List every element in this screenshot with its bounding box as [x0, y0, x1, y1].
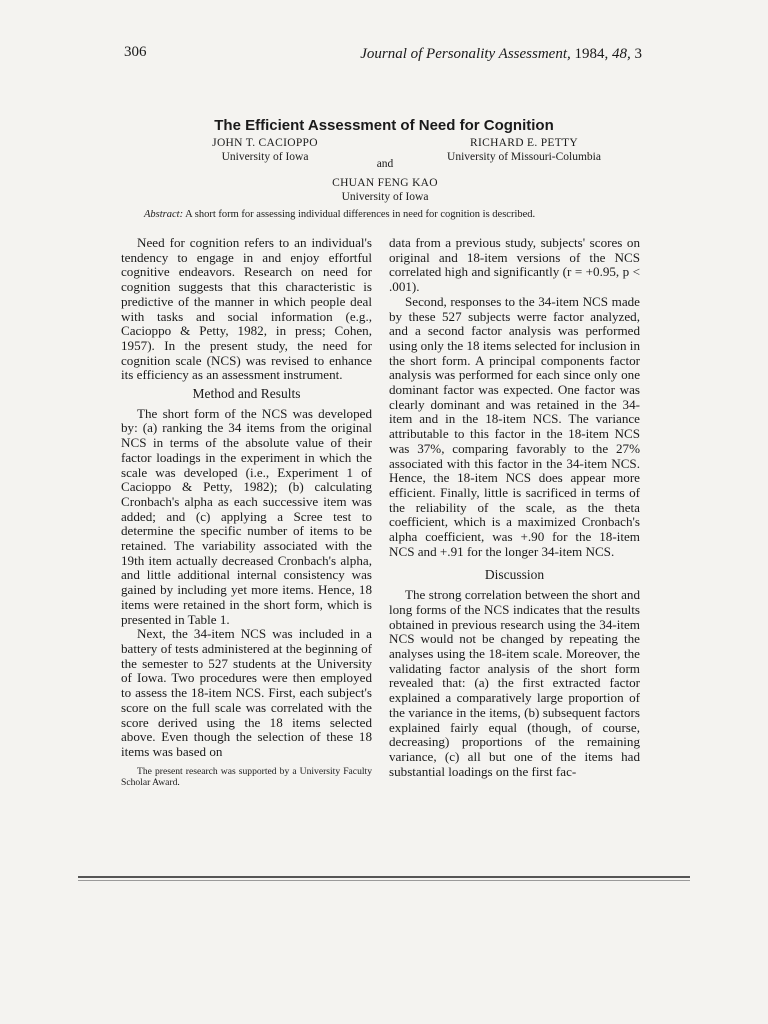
running-head: [360, 46, 642, 63]
journal-volume: 48,: [612, 46, 631, 62]
author-2: [424, 136, 624, 164]
author-name: JOHN T. CACIOPPO: [212, 137, 318, 149]
abstract-label: Abstract:: [144, 209, 184, 220]
author-name: RICHARD E. PETTY: [470, 137, 578, 149]
and-conjunction: and: [376, 158, 394, 170]
results-paragraph-1: data from a previous study, subjects' scores on original and 18-item versions of the NCS correlated high and significantly (r = +0.95, p < .001).: [389, 235, 640, 295]
author-affiliation: University of Iowa: [341, 191, 429, 203]
footnote: The present research was supported by a University Faculty Scholar Award.: [121, 765, 372, 788]
author-affiliation: University of Missouri-Columbia: [447, 151, 601, 163]
author-3: [300, 176, 470, 204]
bottom-rule-shadow: [78, 880, 690, 881]
bottom-rule: [78, 876, 690, 878]
intro-paragraph: Need for cognition refers to an individual's tendency to engage in and enjoy effortful cognitive endeavors. Research on need for cognition suggests that this characteristic is predictive of the manner in which people deal with tasks and social information (e.g., Cacioppo & Petty, 1982, in press; Cohen, 1957). In the present study, the need for cognition scale (NCS) was revised to enhance its efficiency as an assessment instrument.: [121, 235, 372, 383]
results-paragraph-2: Second, responses to the 34-item NCS made by these 527 subjects werre factor analyzed, and a second factor analysis was performed using only the 18 items selected for inclusion in the short form. A principal components factor analysis was performed for each since only one dominant factor was expected. One factor was clearly dominant and was retained in the 34-item and in the 18-item NCS. The variance attributable to this factor in the 18-item NCS was 37%, comparing favorably to the 27% associated with this factor in the 34-item NCS. Hence, the 18-item NCS does appear more efficient. Finally, little is sacrificed in terms of the reliability of the scale, as the theta coefficient, which is a maximized Cronbach's alpha coefficient, was +.90 for the 18-item NCS and +.91 for the longer 34-item NCS.: [389, 293, 640, 559]
page-number: 306: [124, 44, 147, 60]
section-heading-method: Method and Results: [192, 386, 301, 402]
abstract-text: A short form for assessing individual differences in need for cognition is described.: [183, 209, 536, 220]
method-paragraph-1: The short form of the NCS was developed by: (a) ranking the 34 items from the original NCS in terms of the absolute value of their factor loadings in the experiment in which the scale was developed (i.e., Experiment 1 of Cacioppo & Petty, 1982); (b) calculating Cronbach's alpha as each successive item was added; and (c) applying a Scree test to determine the specific number of items to be retained. The variability associated with the 19th item actually decreased Cronbach's alpha, and little additional internal consistency was gained by including yet more items. Hence, 18 items were retained in the short form, which is presented in Table 1.: [121, 405, 372, 627]
author-1: [190, 136, 340, 164]
journal-issue: 3: [634, 46, 642, 62]
discussion-paragraph-1: The strong correlation between the short and long forms of the NCS indicates that the results obtained in previous research using the 34-item NCS would not be changed by repeating the analyses using the 18-item scale. Moreover, the validating factor analysis of the short form revealed that: (a) the first extracted factor explained a comparatively large proportion of the variance in the items, (b) subsequent factors explained fairly equal (though, of course, decreasing) proportions of the remaining variance, (c) all but one of the items had substantial loadings on the first fac-: [389, 587, 640, 779]
journal-name: Journal of Personality Assessment,: [360, 46, 571, 62]
journal-year: 1984,: [574, 46, 609, 62]
author-affiliation: University of Iowa: [221, 151, 309, 163]
left-column: [121, 236, 372, 788]
section-heading-discussion: Discussion: [484, 567, 545, 583]
article-title: The Efficient Assessment of Need for Cognition: [214, 117, 554, 134]
right-column: [389, 236, 640, 779]
abstract: [144, 209, 644, 220]
author-name: CHUAN FENG KAO: [332, 177, 438, 189]
method-paragraph-2: Next, the 34-item NCS was included in a battery of tests administered at the beginning of the semester to 527 students at the University of Iowa. Two procedures were then employed to assess the 18-item NCS. First, each subject's score on the full scale was correlated with the score derived using the 18 items selected above. Even though the selection of these 18 items was based on: [121, 626, 372, 759]
